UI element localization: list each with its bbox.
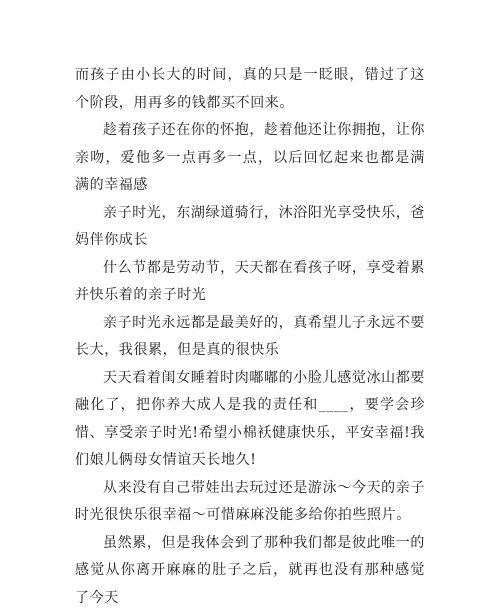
- paragraph: 而孩子由小长大的时间，真的只是一眨眼，错过了这个阶段，用再多的钱都买不回来。: [75, 62, 425, 117]
- paragraph: 什么节都是劳动节，天天都在看孩子呀，享受着累并快乐着的亲子时光: [75, 255, 425, 310]
- paragraph: 趁着孩子还在你的怀抱，趁着他还让你拥抱，让你亲吻，爱他多一点再多一点，以后回忆起来也都是满满的幸福感: [75, 117, 425, 200]
- paragraph: 亲子时光，东湖绿道骑行，沐浴阳光享受快乐，爸妈伴你成长: [75, 200, 425, 255]
- document-body: [75, 62, 425, 612]
- paragraph: 虽然累，但是我体会到了那种我们都是彼此唯一的感觉从你离开麻麻的肚子之后，就再也没有那种感觉了今天: [75, 530, 425, 612]
- paragraph: 亲子时光永远都是最美好的，真希望儿子永远不要长大，我很累，但是真的很快乐: [75, 310, 425, 365]
- paragraph: 天天看着闺女睡着时肉嘟嘟的小脸儿感觉冰山都要融化了，把你养大成人是我的责任和____，要学会珍惜、享受亲子时光!希望小棉袄健康快乐，平安幸福!我们娘儿俩母女情谊天长地久!: [75, 365, 425, 475]
- paragraph: 从来没有自己带娃出去玩过还是游泳～今天的亲子时光很快乐很幸福～可惜麻麻没能多给你拍些照片。: [75, 475, 425, 530]
